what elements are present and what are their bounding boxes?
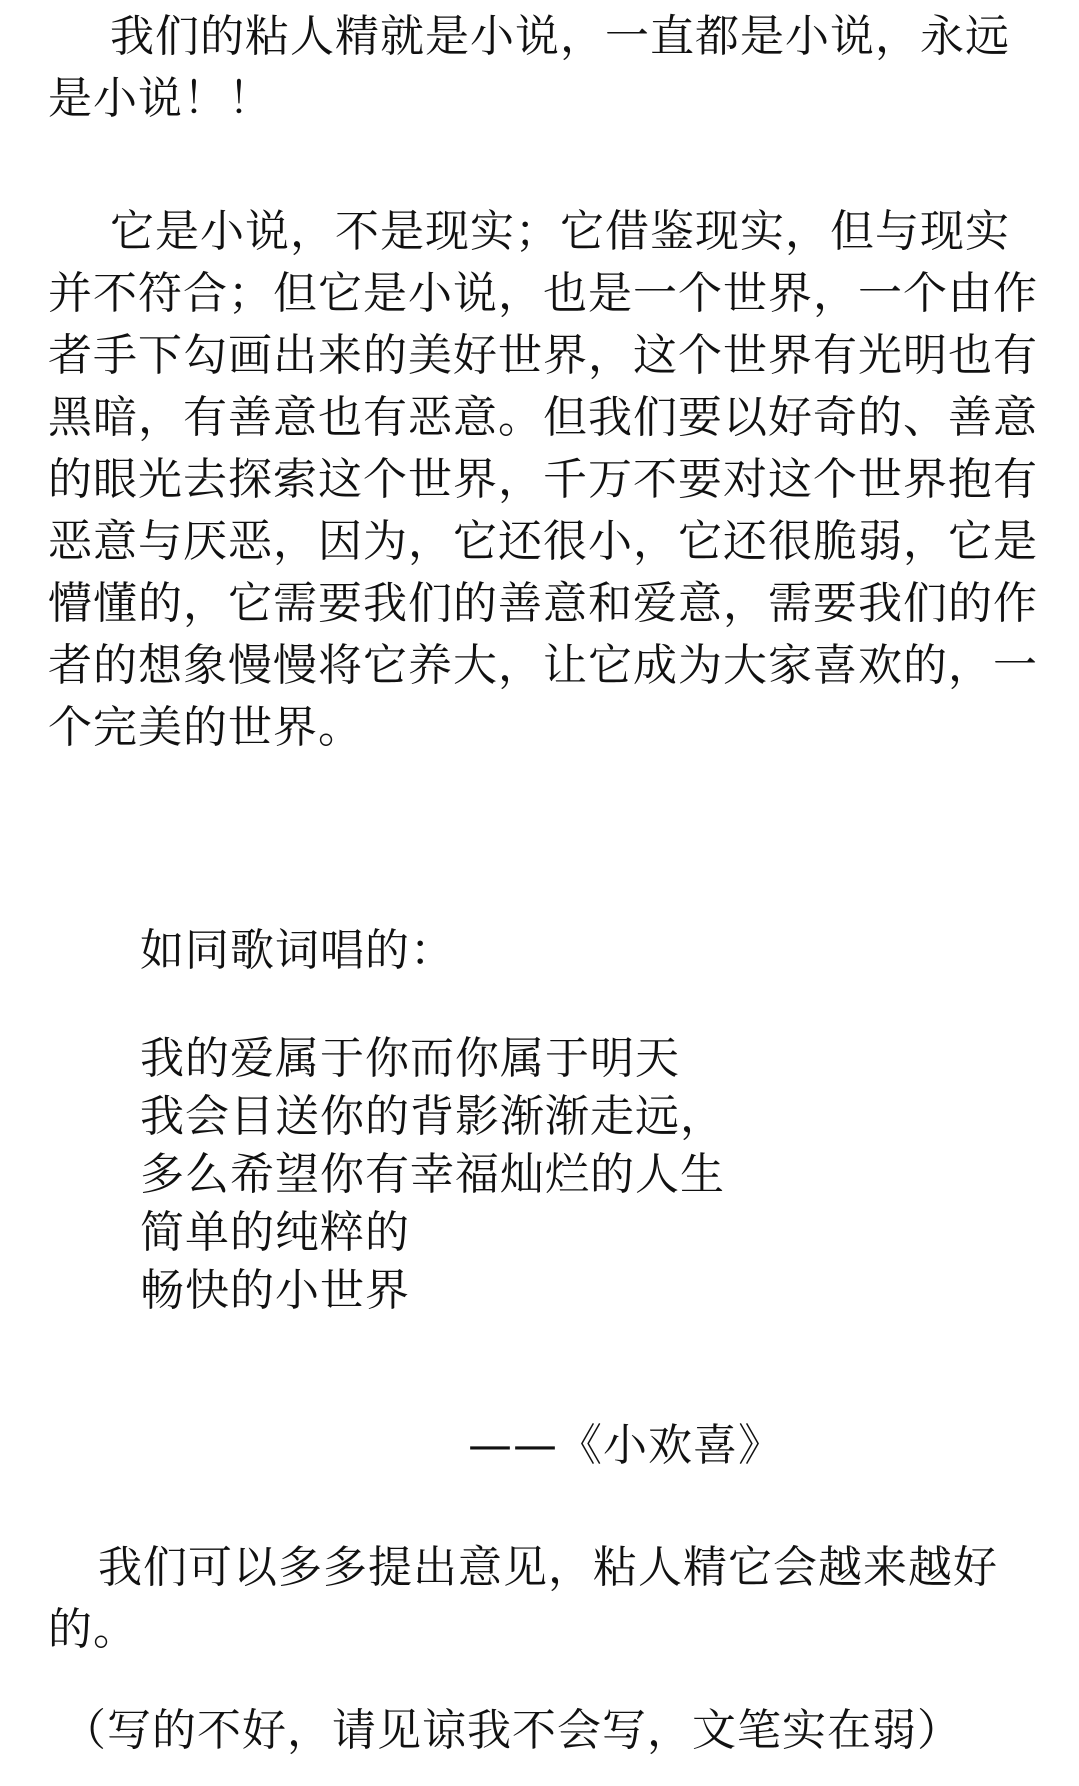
paragraph-intro: 我们的粘人精就是小说，一直都是小说，永远是小说！！ <box>48 11 1010 124</box>
song-attribution: ——《小欢喜》 <box>468 1420 783 1471</box>
lyric-line: 畅快的小世界 <box>140 1265 410 1316</box>
lyric-line: 我的爱属于你而你属于明天 <box>140 1033 680 1084</box>
lyrics-block <box>140 1030 1040 1320</box>
lyric-line: 多么希望你有幸福灿烂的人生 <box>140 1149 725 1200</box>
paragraph-world: 它是小说，不是现实；它借鉴现实，但与现实并不符合；但它是小说，也是一个世界，一个由作者手下勾画出来的美好世界，这个世界有光明也有黑暗，有善意也有恶意。但我们要以好奇的、善意的眼光去探索这个世界，千万不要对这个世界抱有恶意与厌恶，因为，它还很小，它还很脆弱，它是懵懂的，它需要我们的善意和爱意，需要我们的作者的想象慢慢将它养大，让它成为大家喜欢的，一个完美的世界。 <box>48 206 1038 753</box>
lyric-intro: 如同歌词唱的： <box>140 925 455 976</box>
lyric-line: 我会目送你的背影渐渐走远， <box>140 1091 725 1142</box>
closing-note: （写的不好，请见谅我不会写，文笔实在弱） <box>62 1705 962 1756</box>
paragraph-feedback: 我们可以多多提出意见，粘人精它会越来越好的。 <box>48 1542 998 1655</box>
lyric-line: 简单的纯粹的 <box>140 1207 410 1258</box>
